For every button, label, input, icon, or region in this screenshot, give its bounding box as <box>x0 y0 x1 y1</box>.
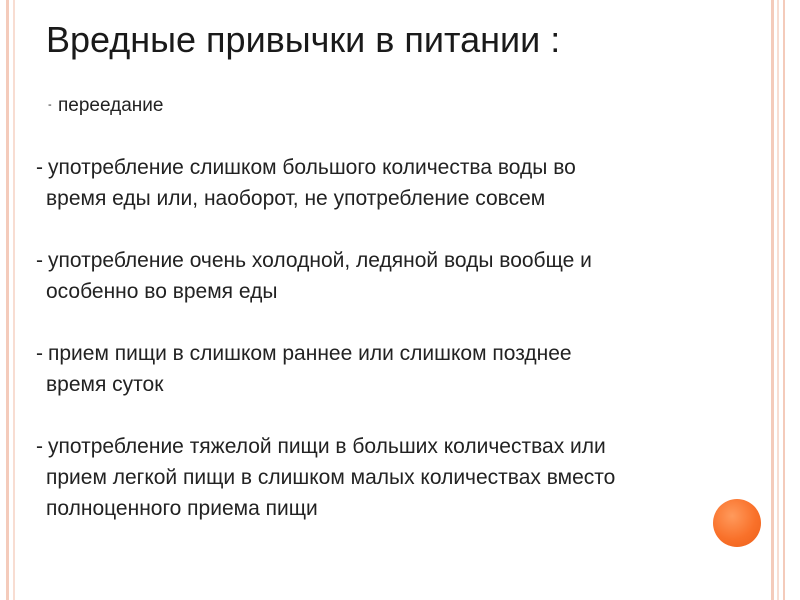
bullet-dash: - <box>36 435 43 458</box>
orange-circle-decoration <box>713 499 761 547</box>
list-item <box>48 90 736 121</box>
list-item <box>36 245 736 307</box>
right-frame-line-middle <box>777 0 779 600</box>
left-frame-line <box>6 0 9 600</box>
list-item-text-continued: время суток <box>46 373 164 396</box>
list-item <box>36 431 736 524</box>
list-item <box>36 152 736 214</box>
list-item-text: употребление слишком большого количества воды во <box>48 156 576 179</box>
list-item-text-continued: полноценного приема пищи <box>46 497 318 520</box>
list-item-text: переедание <box>58 95 164 116</box>
right-frame-line <box>771 0 774 600</box>
bullet-list <box>36 90 736 524</box>
list-item-text: употребление тяжелой пищи в больших количествах или <box>48 435 606 458</box>
bullet-dash: - <box>36 342 43 365</box>
left-frame-line-inner <box>13 0 15 600</box>
slide-title: Вредные привычки в питании : <box>46 19 561 60</box>
bullet-dash: - <box>36 249 43 272</box>
list-item-text: употребление очень холодной, ледяной воды вообще и <box>48 249 592 272</box>
list-item-text-continued: время еды или, наоборот, не употребление совсем <box>46 187 546 210</box>
list-item-text-continued: прием легкой пищи в слишком малых количествах вместо <box>46 466 616 489</box>
list-item-text: прием пищи в слишком раннее или слишком позднее <box>48 342 572 365</box>
list-item <box>36 338 736 400</box>
list-item-text-continued: особенно во время еды <box>46 280 278 303</box>
bullet-dash: - <box>36 156 43 179</box>
right-frame-line-outer <box>783 0 785 600</box>
bullet-dash: - <box>48 99 52 111</box>
